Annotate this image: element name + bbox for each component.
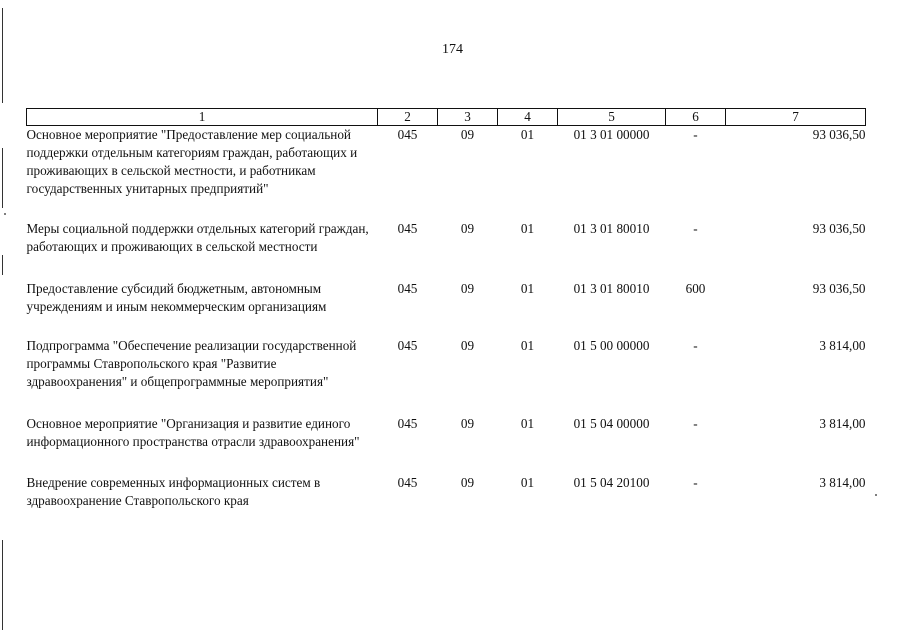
amount-value: 3 814,00 [819, 337, 866, 353]
subsection-code: 01 [520, 127, 535, 142]
target-article-code: 01 5 04 20100 [573, 474, 650, 490]
ministry-code: 045 [397, 337, 418, 353]
budget-table [26, 108, 866, 514]
scan-edge-mark [2, 8, 3, 103]
item-name: Подпрограмма "Обеспечение реализации государственной программы Ставропольского края "Развитие здравоохранения" и общепрограммные мероприятия" [26, 337, 357, 389]
item-name: Меры социальной поддержки отдельных категорий граждан, работающих и проживающих в сельской местности [26, 220, 369, 254]
subsection-code: 01 [520, 220, 535, 236]
column-header: 3 [438, 109, 498, 126]
target-article-code: 01 5 04 00000 [573, 415, 650, 431]
ministry-code: 045 [397, 280, 418, 296]
section-code: 09 [460, 474, 475, 490]
expense-type-code: - [693, 337, 698, 353]
expense-type-code: - [693, 415, 698, 431]
item-name: Предоставление субсидий бюджетным, автономным учреждениям и иным некоммерческим организациям [26, 280, 327, 314]
table-row [27, 220, 866, 280]
column-header: 5 [558, 109, 666, 126]
subsection-code: 01 [520, 415, 535, 431]
item-name: Основное мероприятие "Предоставление мер социальной поддержки отдельным категориям граждан, работающих и проживающих в сельской местности, и работникам государственных унитарных предприятий" [26, 127, 358, 196]
expense-type-code: - [693, 474, 698, 490]
amount-value: 93 036,50 [812, 220, 866, 236]
item-name: Внедрение современных информационных систем в здравоохранение Ставропольского края [26, 474, 321, 508]
scan-edge-mark [2, 540, 3, 630]
table-row [27, 474, 866, 514]
section-code: 09 [460, 280, 475, 296]
ministry-code: 045 [397, 415, 418, 431]
ministry-code: 045 [397, 220, 418, 236]
scan-edge-mark [2, 255, 3, 275]
amount-value: 3 814,00 [819, 415, 866, 431]
item-name: Основное мероприятие "Организация и развитие единого информационного пространства отрасли здравоохранения" [26, 415, 360, 449]
target-article-code: 01 3 01 80010 [573, 280, 650, 296]
amount-value: 3 814,00 [819, 474, 866, 490]
table-row [27, 126, 866, 220]
table-row [27, 280, 866, 337]
column-header: 6 [666, 109, 726, 126]
scan-edge-mark [2, 148, 3, 208]
subsection-code: 01 [520, 474, 535, 490]
scan-speck [875, 494, 877, 496]
table-row [27, 415, 866, 474]
subsection-code: 01 [520, 280, 535, 296]
amount-value: 93 036,50 [812, 127, 866, 142]
expense-type-code: - [693, 220, 698, 236]
page-number: 174 [442, 42, 463, 57]
section-code: 09 [460, 127, 475, 142]
expense-type-code: 600 [685, 280, 706, 296]
column-header: 1 [27, 109, 378, 126]
scan-speck [4, 213, 6, 215]
column-header: 2 [378, 109, 438, 126]
column-header: 4 [498, 109, 558, 126]
expense-type-code: - [693, 127, 698, 142]
section-code: 09 [460, 415, 475, 431]
amount-value: 93 036,50 [812, 280, 866, 296]
target-article-code: 01 3 01 80010 [573, 220, 650, 236]
column-number-header [27, 109, 866, 126]
column-header: 7 [726, 109, 866, 126]
target-article-code: 01 5 00 00000 [573, 337, 650, 353]
section-code: 09 [460, 337, 475, 353]
target-article-code: 01 3 01 00000 [573, 127, 650, 142]
ministry-code: 045 [397, 127, 418, 142]
section-code: 09 [460, 220, 475, 236]
table-row [27, 337, 866, 415]
subsection-code: 01 [520, 337, 535, 353]
ministry-code: 045 [397, 474, 418, 490]
